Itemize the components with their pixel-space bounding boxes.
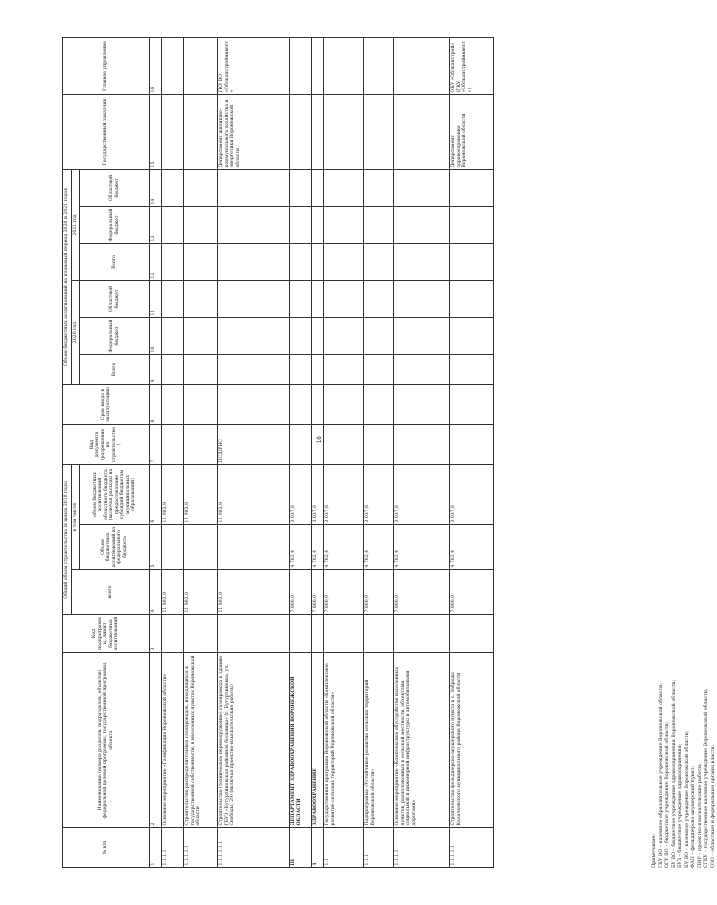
header-manager: Главное управление [63,37,150,94]
row-2021-fed [218,207,290,244]
row-regional: 3 037,6 [450,465,494,525]
row-total: 7 800,0 [290,570,312,615]
header-num: № п/п [63,828,150,868]
notes-block [652,38,717,868]
row-manager: ГКУ ВО «Облкапстройинвест» [218,37,290,94]
row-customer [184,94,218,169]
row-2021-total [450,244,494,281]
row-2021-obl [162,169,184,206]
row-2020-total [450,355,494,385]
row-year [364,385,394,425]
row-year [394,385,450,425]
row-number: 1.1.1.1.1.1 [218,828,290,868]
row-2021-obl [184,169,218,206]
row-2020-fed [162,318,184,355]
row-2020-total [394,355,450,385]
row-2021-obl [324,169,364,206]
table-body [162,37,494,867]
page-number: 16 [317,436,323,443]
row-2021-total [184,244,218,281]
note-line: ОГУ ВО – бюджетное учреждение Воронежской области; [665,721,670,868]
note-line: КУ ВО – казенное учреждение Воронежской области; [684,730,690,868]
budget-table [62,37,494,868]
row-doc [324,425,364,465]
row-doc [312,425,324,465]
row-total: 11 983,9 [218,570,290,615]
note-line: ПИР – проектно-изыскательские работы; [697,763,703,868]
row-code [364,615,394,653]
notes-title: Примечание: [652,834,657,868]
header-vol-obl: объем бюджетных ассигнований областного бюджета (включая расходы на предоставление субсидий бюджетам муниципальных образований) [80,465,150,525]
row-2021-total [324,244,364,281]
row-name: ЗДРАВООХРАНЕНИЕ [312,653,324,828]
row-2020-total [312,355,324,385]
row-name: Основное мероприятие «Комплексное обустройство населенных пунктов, расположенных в сельской местности, объектами социальной и инженерной инфраструктуры и автомобильными дорогами» [394,653,450,828]
row-year [290,385,312,425]
table-row [324,37,364,867]
row-federal: 4 762,4 [324,525,364,570]
row-manager [364,37,394,94]
column-number: 16 [150,37,162,94]
header-2021: 2021 год [71,169,80,280]
row-regional: 3 037,6 [364,465,394,525]
table-row [162,37,184,867]
row-number: 1 [312,828,324,868]
row-regional: 11 983,9 [184,465,218,525]
row-2020-obl [312,281,324,318]
row-2021-fed [394,207,450,244]
header-code: Код подпрограммы, лимит бюджетных ассигнований [63,615,150,653]
row-code [218,615,290,653]
row-total: 11 983,9 [162,570,184,615]
row-name: Строительство распределительных газопроводов, находящихся в государственной собственности, в населенных пунктах Воронежской области [184,653,218,828]
header-2020-total: Всего [80,355,150,385]
column-number: 9 [150,355,162,385]
row-federal [162,525,184,570]
column-number: 15 [150,94,162,169]
row-customer [162,94,184,169]
note-line: ФАП – фельдшерско-акушерский пункт; [691,765,696,868]
note-line: ОЗО – областные и федеральные органы власти. [710,744,716,868]
column-number: 6 [150,465,162,525]
row-customer: Департамент здравоохранения Воронежской области [450,94,494,169]
column-number: 14 [150,169,162,206]
row-total: 7 800,0 [312,570,324,615]
row-name: Строительство фельдшерско-акушерского пункта в с. Заброды Калачеевского муниципального района Воронежской области [450,653,494,828]
row-2020-total [162,355,184,385]
row-year [162,385,184,425]
column-number: 2 [150,653,162,828]
row-2020-obl [394,281,450,318]
row-manager [394,37,450,94]
row-regional: 3 037,6 [324,465,364,525]
row-doc [184,425,218,465]
row-2020-obl [162,281,184,318]
row-2021-total [364,244,394,281]
row-manager [312,37,324,94]
header-2020: 2020 год [71,281,80,385]
row-number: 1.1.1.1.1 [450,828,494,868]
row-2021-fed [162,207,184,244]
table-row [312,37,324,867]
row-2021-total [290,244,312,281]
row-federal: 4 762,4 [394,525,450,570]
row-number: 1.1.1 [364,828,394,868]
row-year [324,385,364,425]
row-2020-fed [324,318,364,355]
table-row [450,37,494,867]
row-2020-total [184,355,218,385]
row-customer [394,94,450,169]
row-manager [290,37,312,94]
header-2020-fed: Федеральный бюджет [80,318,150,355]
header-2021-fed: Федеральный бюджет [80,207,150,244]
row-manager: ОКУ «Облкапстрой» (ГКУ «Облкапстройинвест») [450,37,494,94]
row-code [450,615,494,653]
row-2020-obl [364,281,394,318]
row-regional: 3 037,6 [394,465,450,525]
row-2021-total [394,244,450,281]
row-2021-total [218,244,290,281]
row-number: 1.1.1.1 [394,828,450,868]
row-customer [290,94,312,169]
row-2020-obl [324,281,364,318]
note-line: БУЗ – бюджетное учреждение здравоохранения; [678,743,683,868]
header-volume: Общий объем строительства (в ценах 2018 года) [63,465,72,615]
column-number: 3 [150,615,162,653]
row-total: 7 800,0 [450,570,494,615]
row-2021-fed [324,207,364,244]
column-number: 10 [150,318,162,355]
row-doc [162,425,184,465]
note-line: БУ ВО – бюджетное учреждение здравоохранения Воронежской области; [671,679,677,868]
row-customer [364,94,394,169]
row-2020-fed [394,318,450,355]
header-vol-total: всего [71,570,150,615]
row-customer [312,94,324,169]
row-number: 1.1.1.1 [162,828,184,868]
row-name: Основное мероприятие «Газификация Воронежской области» [162,653,184,828]
row-total: 7 800,0 [394,570,450,615]
row-2020-fed [290,318,312,355]
row-name: Строительство (техническое перевооружение) газопровода к зданию ГБУЗ «Бутурлиновская районная больница» (г. Бутурлиновка, ул. Свободы, 29) (включая проектно-изыскательские работы) [218,653,290,828]
row-year [312,385,324,425]
row-manager [324,37,364,94]
table-row [364,37,394,867]
header-doc: Вид документа (разрешение на строительство) [63,425,150,465]
table-row [218,37,290,867]
column-number: 11 [150,281,162,318]
row-2020-obl [184,281,218,318]
row-2021-obl [450,169,494,206]
row-total: 11 983,9 [184,570,218,615]
note-line: ГКУ ВО – казенное образовательное учреждение Воронежской области; [658,683,664,868]
column-number: 1 [150,828,162,868]
notes-list [659,38,717,868]
header-2021-obl: Областной бюджет [80,169,150,206]
row-regional: 11 983,9 [162,465,184,525]
row-doc [364,425,394,465]
row-regional: 11 983,9 [218,465,290,525]
row-doc [290,425,312,465]
row-federal: 4 762,4 [290,525,312,570]
row-2021-fed [450,207,494,244]
row-federal: 4 762,4 [312,525,324,570]
row-code [290,615,312,653]
row-federal: 4 762,4 [364,525,394,570]
header-year: Срок ввода в эксплуатацию [63,385,150,425]
row-name: Государственная программа Воронежской области «Комплексное развитие сельских территорий Воронежской области» [324,653,364,828]
row-code [324,615,364,653]
row-federal [184,525,218,570]
row-total: 7 800,0 [364,570,394,615]
rotated-sheet [62,38,716,868]
row-doc: ПСД/РНС [218,425,290,465]
row-year [450,385,494,425]
column-number: 4 [150,570,162,615]
row-regional: 3 037,6 [290,465,312,525]
row-year [184,385,218,425]
row-2020-fed [184,318,218,355]
table-row [394,37,450,867]
header-vol-incl: в том числе [71,465,80,570]
row-2021-fed [290,207,312,244]
column-number: 5 [150,525,162,570]
row-2021-fed [312,207,324,244]
row-2020-fed [364,318,394,355]
header-vol-fed: Объем бюджетных ассигнований из федерального бюджета [80,525,150,570]
row-code [162,615,184,653]
row-code [312,615,324,653]
row-regional: 3 037,6 [312,465,324,525]
row-number: III [290,828,312,868]
row-number: 1.1.1.1.1 [184,828,218,868]
header-customer: Государственный заказчик [63,94,150,169]
row-code [394,615,450,653]
column-number-row [150,37,162,867]
row-customer [324,94,364,169]
header-2021-total: Всего [80,244,150,281]
row-2021-obl [394,169,450,206]
row-2020-fed [312,318,324,355]
row-2021-total [162,244,184,281]
row-year [218,385,290,425]
row-name: Подпрограмма «Устойчивое развитие сельских территорий Воронежской области» [364,653,394,828]
header-name: Наименование (номера разделов, подразделов, объектов) федеральной целевой программы, государственной программы, объекта [63,653,150,828]
row-federal [218,525,290,570]
header-2020-obl: Областной бюджет [80,281,150,318]
row-2020-total [218,355,290,385]
row-federal: 4 762,4 [450,525,494,570]
row-doc [394,425,450,465]
table-row [290,37,312,867]
row-2020-obl [218,281,290,318]
row-manager [162,37,184,94]
table-row [184,37,218,867]
row-2020-total [364,355,394,385]
row-manager [184,37,218,94]
row-code [184,615,218,653]
column-number: 13 [150,207,162,244]
note-line: СГКУ – государственное казенное учреждение Воронежской области; [704,688,709,868]
row-2020-fed [218,318,290,355]
row-doc [450,425,494,465]
row-2020-obl [290,281,312,318]
column-number: 12 [150,244,162,281]
row-2020-obl [450,281,494,318]
column-number: 7 [150,425,162,465]
row-2021-fed [184,207,218,244]
row-customer: Департамент жилищно-коммунального хозяйства и энергетики Воронежской области [218,94,290,169]
row-2020-fed [450,318,494,355]
row-2021-obl [218,169,290,206]
row-2021-total [312,244,324,281]
row-total: 7 800,0 [324,570,364,615]
row-2021-obl [312,169,324,206]
row-name: ДЕПАРТАМЕНТ ЗДРАВООХРАНЕНИЯ ВОРОНЕЖСКОЙ ОБЛАСТИ [290,653,312,828]
row-number: 1.1 [324,828,364,868]
row-2020-total [324,355,364,385]
row-2021-obl [290,169,312,206]
row-2020-total [290,355,312,385]
row-2021-fed [364,207,394,244]
header-plan: Объем бюджетных ассигнований на плановый период 2020 и 2021 годов [63,169,72,384]
column-number: 8 [150,385,162,425]
row-2021-obl [364,169,394,206]
